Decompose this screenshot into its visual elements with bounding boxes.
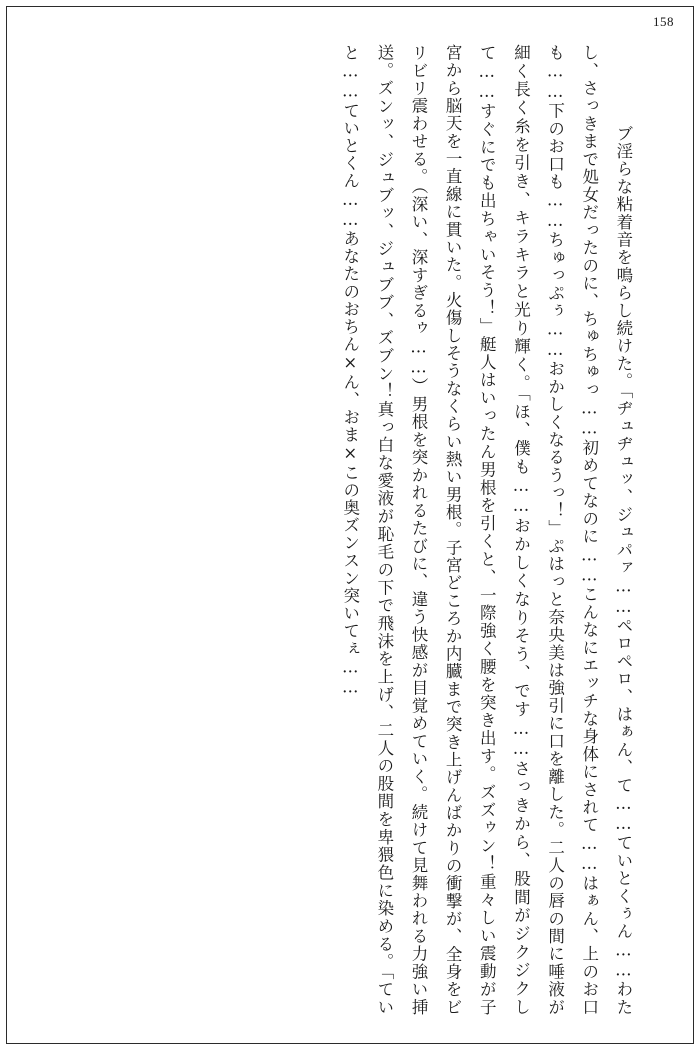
- paragraph: 重々しい震動が子宮から脳天を一直線に貫いた。火傷しそうなくらい熱い男根。子宮どころか内臓まで突き上げんばかりの衝撃が、全身をビリビリ震わせる。: [409, 44, 497, 1016]
- paragraph: 真っ白な愛液が恥毛の下で飛沫を上げ、二人の股間を卑猥色に染める。: [374, 400, 394, 971]
- page-number: 158: [653, 14, 674, 29]
- paragraph: 「ていと……ていとくん……あなたのおちん×ん、おま×この奥ズンスン突いてぇ……: [340, 44, 394, 1016]
- paragraph: ぷはっと奈央美は強引に口を離した。二人の唇の間に唾液が細く長く糸を引き、キラキラと光り輝く。: [511, 44, 565, 1016]
- paragraph: 男根を突かれるたびに、違う快感が目覚めていく。続けて見舞われる力強い挿送。: [374, 44, 429, 1016]
- novel-body-text: [26, 44, 674, 1016]
- paragraph: ズンッ、ジュブッ、ジュブブ、ズブン！: [374, 79, 394, 401]
- paragraph: ブ淫らな粘着音を鳴らし続けた。: [613, 124, 633, 391]
- paragraph: 艇人はいったん男根を引くと、一際強く腰を突き出す。: [477, 335, 497, 784]
- paragraph: 「ヂュヂュッ、ジュパァ……ペロペロ、はぁん、て……ていとくぅん……わたし、さっきまで処女だったのに、ちゅちゅっ……初めてなのに……こんなにエッチな身体にされて……はぁん、上のお口も……下のお口も……ちゅっぷぅ……おかしくなるうっ！」: [545, 44, 633, 1016]
- paragraph: 「ほ、僕も……おかしくなりそう、です……さっきから、股間がジクジクして……すぐにでも出ちゃいそう！」: [477, 44, 531, 1016]
- paragraph: ズズゥン！: [477, 783, 497, 873]
- paragraph: （深い、深すぎるゥ……）: [409, 185, 429, 396]
